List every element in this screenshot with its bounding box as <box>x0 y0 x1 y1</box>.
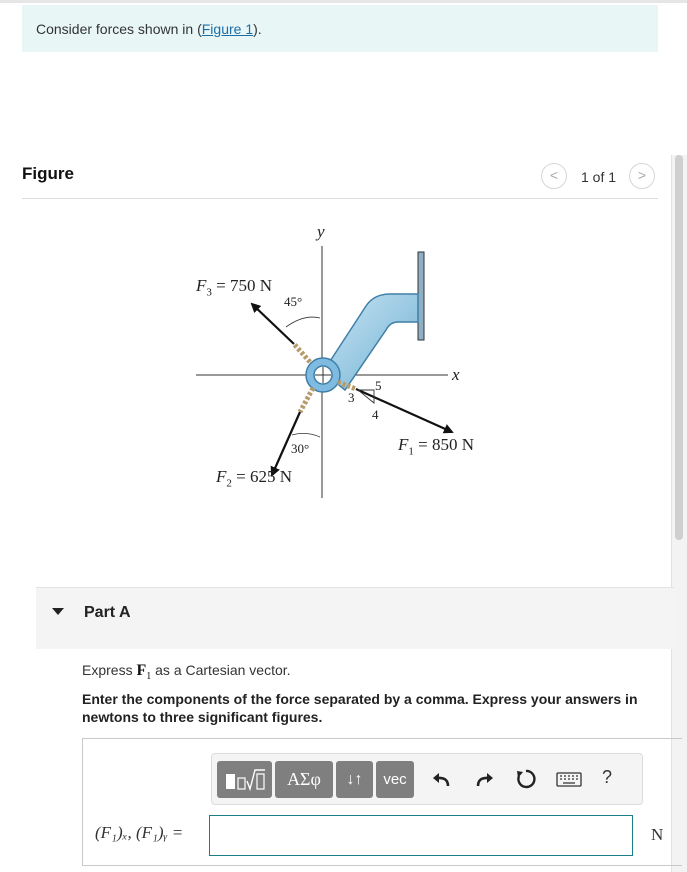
figure-count: 1 of 1 <box>581 169 617 185</box>
prompt-after: as a Cartesian vector. <box>151 662 291 678</box>
arrow-f3 <box>252 304 294 344</box>
templates-button[interactable] <box>217 761 272 798</box>
prompt-symbol: F <box>136 662 147 679</box>
slope-3-label: 3 <box>348 390 355 405</box>
figure-title: Figure <box>22 164 74 183</box>
help-button[interactable]: ? <box>602 767 613 787</box>
f2-value: = 625 N <box>231 467 293 486</box>
greek-symbols-button[interactable]: ΑΣφ <box>275 761 333 798</box>
prompt-before: Express <box>82 662 137 678</box>
intro-text-after: ). <box>253 21 262 37</box>
part-a-header[interactable] <box>36 587 674 649</box>
templates-icon <box>217 761 272 798</box>
answer-input[interactable] <box>209 815 633 856</box>
intro-text <box>36 21 262 37</box>
f2-subscript: 2 <box>226 477 232 490</box>
keyboard-icon[interactable] <box>556 767 582 791</box>
vector-button[interactable]: vec <box>376 761 414 798</box>
answer-unit: N <box>651 825 664 844</box>
answer-box <box>82 738 682 866</box>
reset-icon[interactable] <box>514 767 538 791</box>
redo-icon[interactable] <box>472 767 496 791</box>
angle-30-label: 30° <box>291 441 310 456</box>
math-toolbar <box>211 753 643 805</box>
f3-label <box>196 276 272 298</box>
answer-label: (F₁)ₓ, (F₁)ᵧ = <box>95 823 184 842</box>
angle-45-label: 45° <box>284 294 303 309</box>
slope-5-label: 5 <box>375 378 382 393</box>
top-rule <box>0 0 687 3</box>
intro-text-before: Consider forces shown in ( <box>36 21 202 37</box>
y-axis-label: y <box>317 222 325 241</box>
f2-symbol: F <box>216 467 227 486</box>
prompt-math <box>136 662 152 683</box>
rope-f3 <box>294 344 310 362</box>
scrollbar-thumb[interactable] <box>675 155 683 540</box>
f1-label <box>398 435 474 457</box>
force-diagram <box>190 222 500 512</box>
next-figure-button[interactable]: > <box>629 163 655 189</box>
slope-4-label: 4 <box>372 407 379 422</box>
rope-f2 <box>300 388 313 412</box>
wall-plate <box>418 252 424 340</box>
prompt-subscript: 1 <box>146 671 152 683</box>
arrow-f1 <box>356 389 452 432</box>
f3-symbol: F <box>196 276 207 295</box>
f1-subscript: 1 <box>408 445 414 458</box>
f1-symbol: F <box>398 435 409 454</box>
f1-value: = 850 N <box>413 435 475 454</box>
prev-figure-button[interactable]: < <box>541 163 567 189</box>
arc-30 <box>292 433 320 437</box>
f2-label <box>216 467 292 489</box>
figure-link[interactable]: Figure 1 <box>201 21 254 37</box>
undo-icon[interactable] <box>430 767 454 791</box>
part-a-title: Part A <box>84 604 131 621</box>
figure-pager <box>540 163 660 189</box>
collapse-caret-icon[interactable] <box>52 608 64 615</box>
part-a-prompt <box>82 662 291 682</box>
figure-divider <box>22 198 658 199</box>
subscript-superscript-button[interactable]: ↓↑ <box>336 761 373 798</box>
intro-box <box>22 5 658 52</box>
x-axis-label: x <box>452 365 460 384</box>
f3-value: = 750 N <box>211 276 273 295</box>
part-a-instruction: Enter the components of the force separated by a comma. Express your answers in newtons to three significant figures. <box>82 691 638 725</box>
f3-subscript: 3 <box>206 286 212 299</box>
arc-45 <box>286 317 320 327</box>
